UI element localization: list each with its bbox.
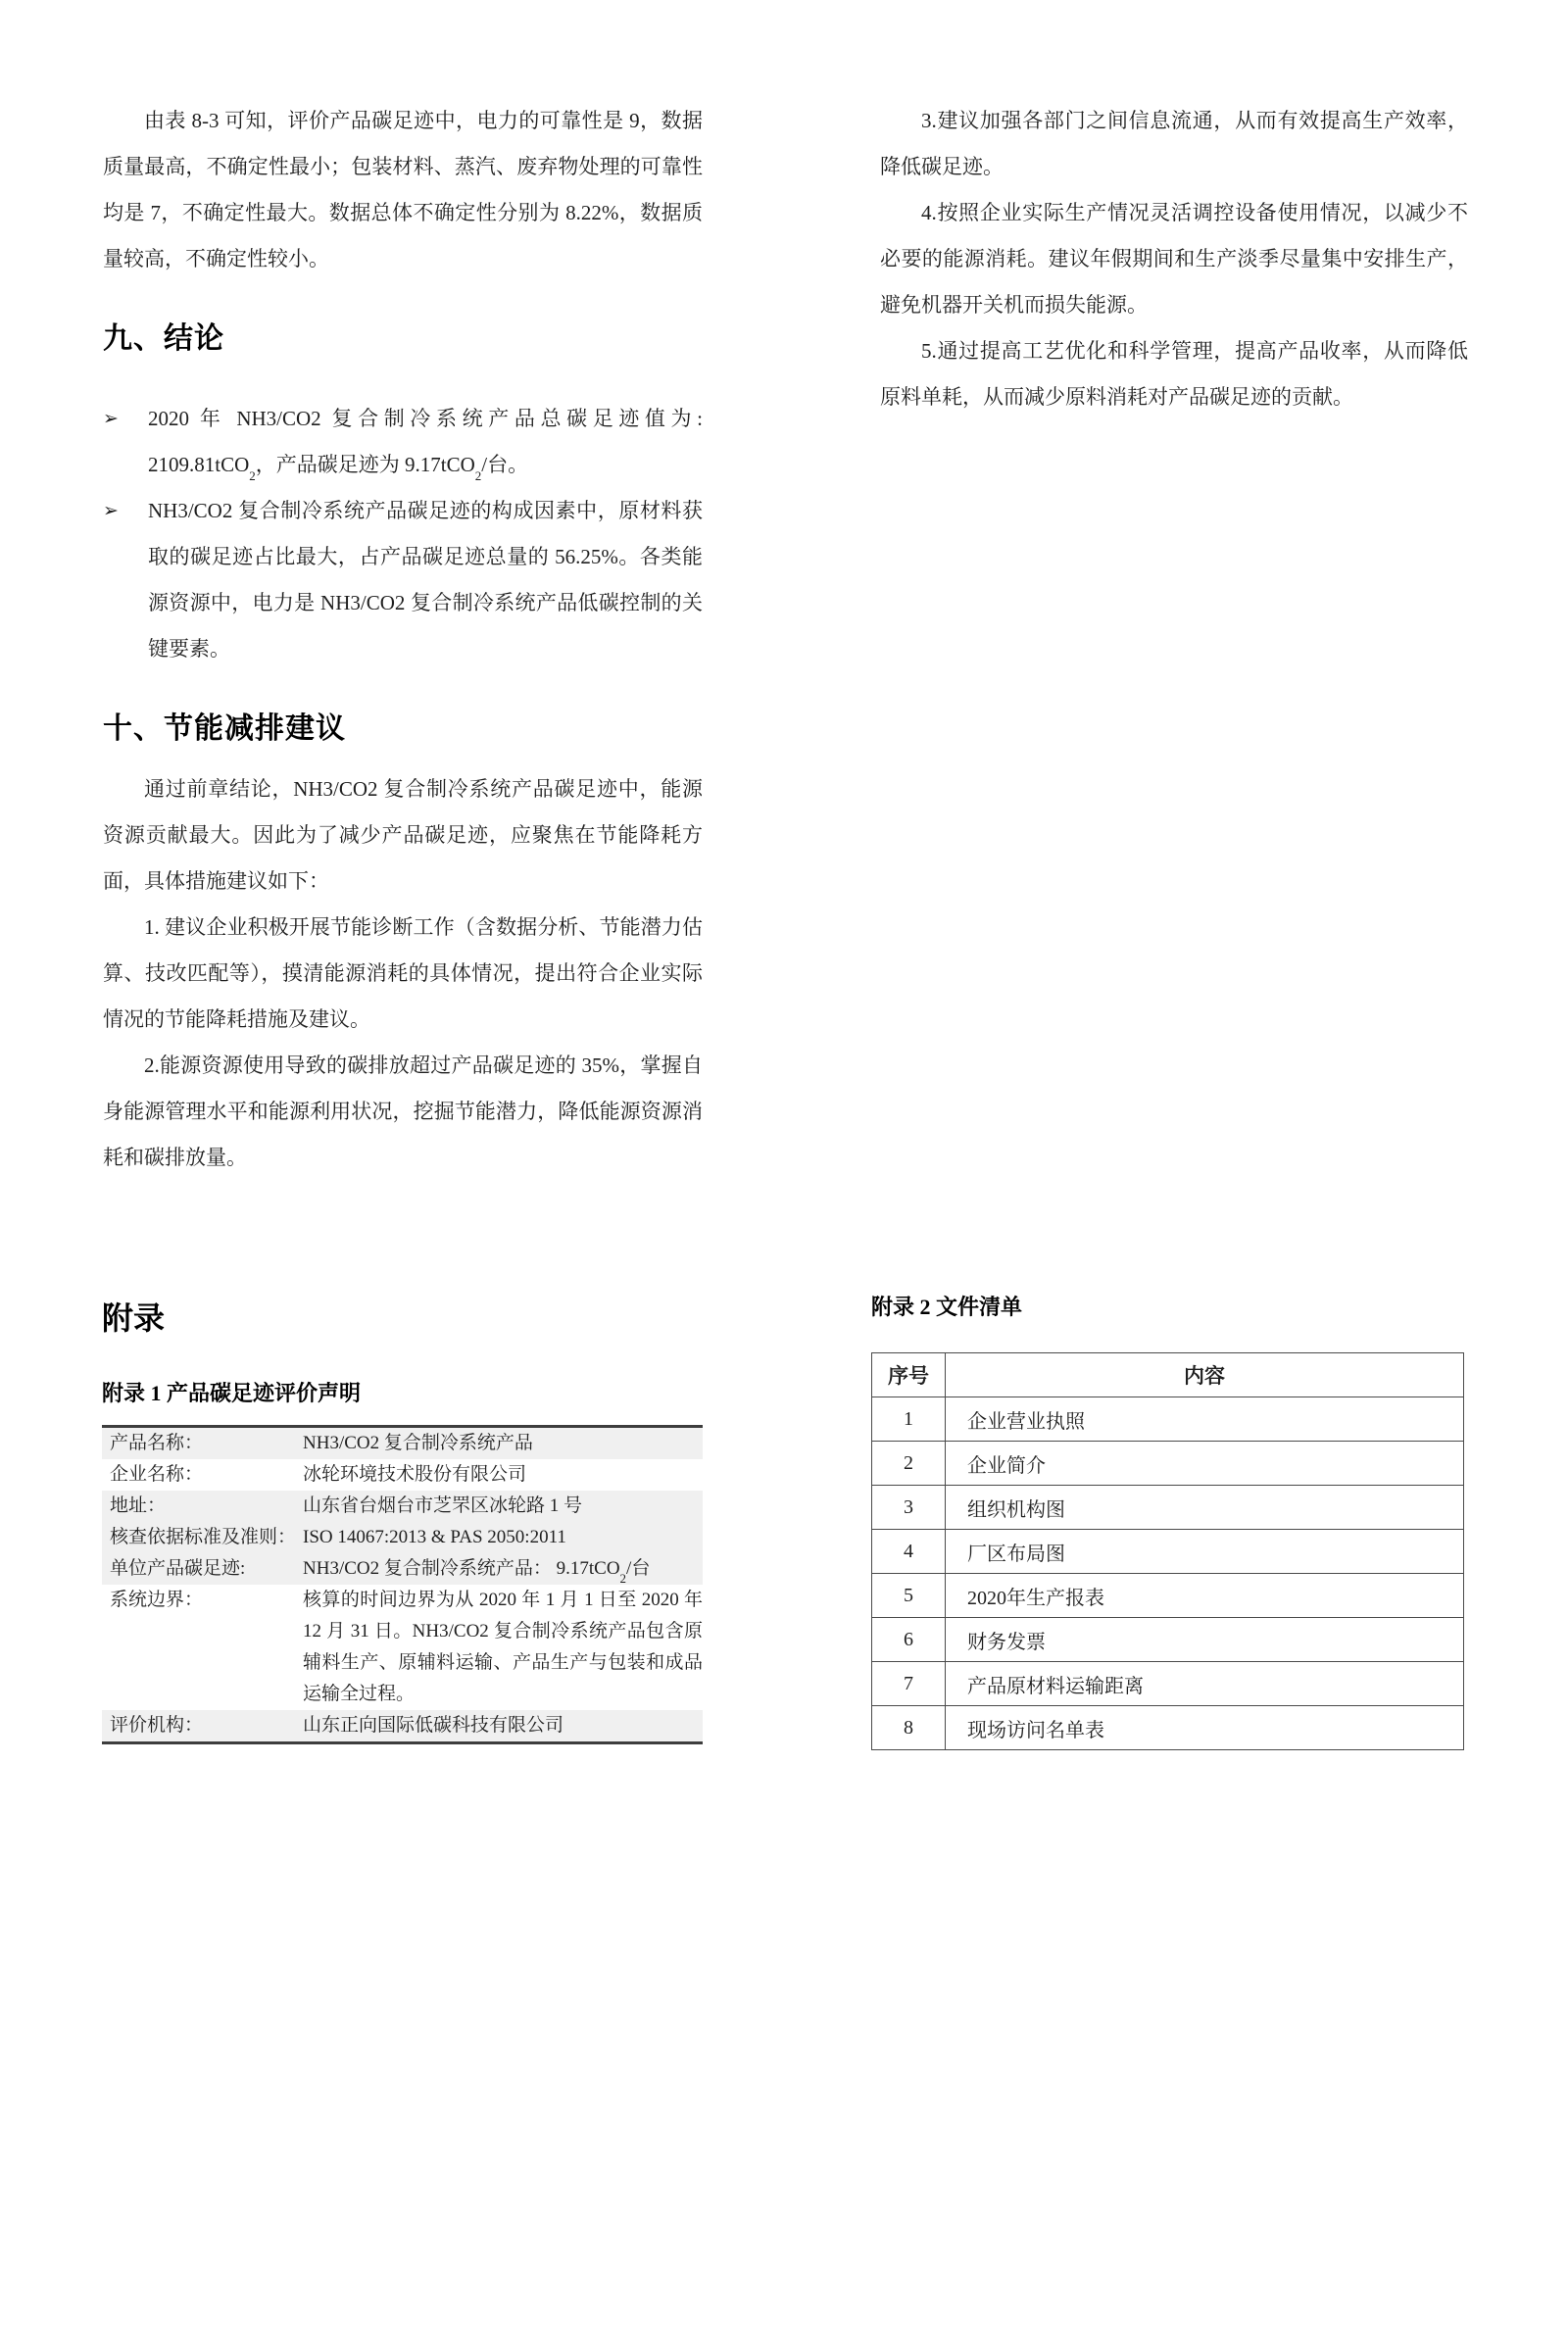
serial-cell: 3 xyxy=(872,1486,946,1530)
serial-cell: 6 xyxy=(872,1618,946,1662)
table-row xyxy=(102,1585,703,1710)
section-heading-suggestions: 十、节能减排建议 xyxy=(103,712,346,745)
column-header-no: 序号 xyxy=(872,1353,946,1397)
content-cell: 2020年生产报表 xyxy=(946,1574,1464,1618)
bullet-1-text: 2020 年 NH3/CO2 复合制冷系统产品总碳足迹值为: 2109.81tCO xyxy=(148,407,703,476)
table-header-row xyxy=(872,1353,1464,1397)
serial-cell: 8 xyxy=(872,1706,946,1750)
appendix-2-title: 附录 2 文件清单 xyxy=(871,1295,1023,1319)
table-row xyxy=(102,1553,703,1585)
appendix-section xyxy=(102,1296,703,1744)
declaration-value: ISO 14067:2013 & PAS 2050:2011 xyxy=(303,1527,566,1547)
content-cell: 产品原材料运输距离 xyxy=(946,1662,1464,1706)
paragraph-suggestion-5: 5.通过提高工艺优化和科学管理，提高产品收率，从而降低原料单耗，从而减少原料消耗对产品碳足迹的贡献。 xyxy=(880,339,1468,409)
table-row xyxy=(102,1459,703,1491)
declaration-value: NH3/CO2 复合制冷系统产品 xyxy=(303,1433,533,1453)
conclusion-bullet-2 xyxy=(103,488,703,672)
table-row xyxy=(102,1428,703,1459)
table-row xyxy=(102,1710,703,1741)
declaration-label: 企业名称： xyxy=(110,1464,204,1485)
table-row xyxy=(872,1486,1464,1530)
content-cell: 现场访问名单表 xyxy=(946,1706,1464,1750)
paragraph-suggestion-1: 1. 建议企业积极开展节能诊断工作（含数据分析、节能潜力估算、技改匹配等），摸清能源消耗的具体情况，提出符合企业实际情况的节能降耗措施及建议。 xyxy=(103,915,703,1031)
serial-cell: 7 xyxy=(872,1662,946,1706)
declaration-value: 冰轮环境技术股份有限公司 xyxy=(303,1464,527,1485)
co2-subscript: 2 xyxy=(619,1570,627,1586)
content-cell: 组织机构图 xyxy=(946,1486,1464,1530)
appendix-1-title: 附录 1 产品碳足迹评价声明 xyxy=(102,1381,362,1405)
declaration-label: 系统边界： xyxy=(110,1590,204,1610)
content-cell: 厂区布局图 xyxy=(946,1530,1464,1574)
table-row xyxy=(102,1491,703,1522)
serial-cell: 5 xyxy=(872,1574,946,1618)
content-cell: 企业营业执照 xyxy=(946,1397,1464,1442)
conclusion-bullet-1 xyxy=(103,396,703,488)
conclusion-bullet-list xyxy=(103,396,703,672)
serial-cell: 2 xyxy=(872,1442,946,1486)
declaration-label: 产品名称： xyxy=(110,1433,204,1453)
appendix-2-section xyxy=(871,1292,1464,1750)
table-row xyxy=(872,1442,1464,1486)
arrow-bullet-icon: ➢ xyxy=(103,500,119,521)
table-row xyxy=(872,1706,1464,1750)
appendix-title: 附录 xyxy=(102,1300,166,1336)
paragraph-suggestion-3: 3.建议加强各部门之间信息流通，从而有效提高生产效率，降低碳足迹。 xyxy=(880,109,1468,178)
co2-subscript: 2 xyxy=(474,468,482,484)
table-row xyxy=(872,1662,1464,1706)
column-header-content: 内容 xyxy=(946,1353,1464,1397)
serial-cell: 4 xyxy=(872,1530,946,1574)
table-row xyxy=(872,1618,1464,1662)
table-row xyxy=(872,1397,1464,1442)
bullet-1-text: /台。 xyxy=(481,453,529,476)
content-cell: 企业简介 xyxy=(946,1442,1464,1486)
right-column xyxy=(880,98,1468,420)
table-row xyxy=(102,1522,703,1553)
co2-subscript: 2 xyxy=(249,468,256,484)
left-column xyxy=(103,98,703,1181)
declaration-value: 山东正向国际低碳科技有限公司 xyxy=(303,1715,564,1736)
serial-cell: 1 xyxy=(872,1397,946,1442)
paragraph-suggestions-intro: 通过前章结论，NH3/CO2 复合制冷系统产品碳足迹中，能源资源贡献最大。因此为了减少产品碳足迹，应聚焦在节能降耗方面，具体措施建议如下： xyxy=(103,777,703,893)
declaration-value: 核算的时间边界为从 2020 年 1 月 1 日至 2020 年 12 月 31 日。NH3/CO2 复合制冷系统产品包含原辅料生产、原辅料运输、产品生产与包装和成品运输全过程。 xyxy=(303,1590,703,1704)
section-heading-conclusion: 九、结论 xyxy=(103,322,224,355)
content-cell: 财务发票 xyxy=(946,1618,1464,1662)
paragraph-suggestion-4: 4.按照企业实际生产情况灵活调控设备使用情况，以减少不必要的能源消耗。建议年假期间和生产淡季尽量集中安排生产，避免机器开关机而损失能源。 xyxy=(880,201,1468,317)
paragraph-data-quality: 由表 8-3 可知，评价产品碳足迹中，电力的可靠性是 9，数据质量最高，不确定性最小；包装材料、蒸汽、废弃物处理的可靠性均是 7，不确定性最大。数据总体不确定性分别为 8.22%，数据质量较高，不确定性较小。 xyxy=(103,109,703,270)
bullet-2-text: NH3/CO2 复合制冷系统产品碳足迹的构成因素中，原材料获取的碳足迹占比最大，占产品碳足迹总量的 56.25%。各类能源资源中，电力是 NH3/CO2 复合制冷系统产品低碳控制的关键要素。 xyxy=(148,499,703,661)
declaration-label: 评价机构： xyxy=(110,1715,204,1736)
declaration-label: 核查依据标准及准则： xyxy=(110,1527,297,1547)
arrow-bullet-icon: ➢ xyxy=(103,408,119,429)
appendix-1-declaration-table xyxy=(102,1425,703,1744)
declaration-label: 地址： xyxy=(110,1495,167,1516)
appendix-2-document-list-table xyxy=(871,1352,1464,1750)
unit-footprint-text: NH3/CO2 复合制冷系统产品： 9.17tCO xyxy=(303,1558,620,1579)
declaration-label: 单位产品碳足迹: xyxy=(110,1558,246,1579)
table-row xyxy=(872,1530,1464,1574)
bullet-1-text: ，产品碳足迹为 9.17tCO xyxy=(255,453,475,476)
table-row xyxy=(872,1574,1464,1618)
declaration-value xyxy=(303,1553,703,1585)
declaration-value: 山东省台烟台市芝罘区冰轮路 1 号 xyxy=(303,1495,583,1516)
unit-footprint-text: /台 xyxy=(626,1558,651,1579)
paragraph-suggestion-2: 2.能源资源使用导致的碳排放超过产品碳足迹的 35%，掌握自身能源管理水平和能源利用状况，挖掘节能潜力，降低能源资源消耗和碳排放量。 xyxy=(103,1054,703,1169)
